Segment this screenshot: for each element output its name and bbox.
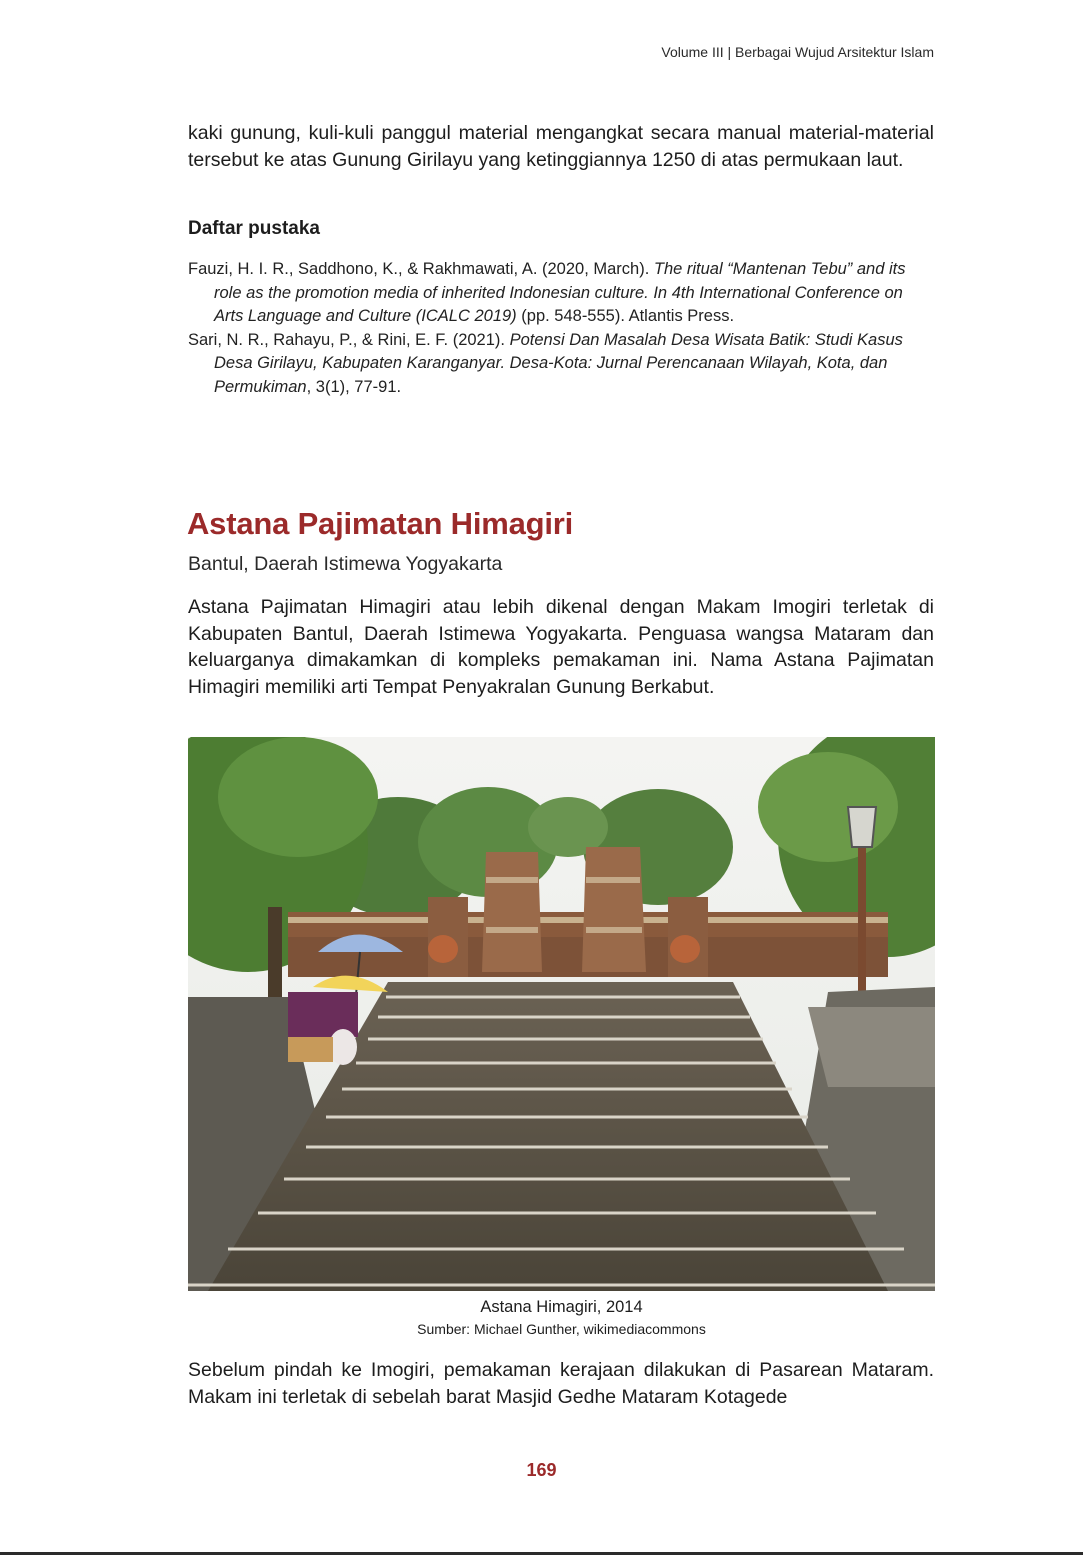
reference-title: The ritual “Mantenan Tebu” and its role as the promotion media of inherited Indonesian culture. In 4th International Conference on Arts Language and Culture (ICALC 2019): [214, 260, 906, 325]
running-header: Volume III | Berbagai Wujud Arsitektur Islam: [661, 44, 934, 60]
section-paragraph: Astana Pajimatan Himagiri atau lebih dikenal dengan Makam Imogiri terletak di Kabupaten Bantul, Daerah Istimewa Yogyakarta. Penguasa wangsa Mataram dan keluarganya dimakamkan di kompleks pemakaman ini. Nama Astana Pajimatan Himagiri memiliki arti Tempat Penyakralan Gunung Berkabut.: [188, 596, 934, 698]
reference-authors: Sari, N. R., Rahayu, P., & Rini, E. F. (2021).: [188, 330, 510, 349]
references-heading: Daftar pustaka: [188, 218, 320, 239]
intro-paragraph: kaki gunung, kuli-kuli panggul material mengangkat secara manual material-material tersebut ke atas Gunung Girilayu yang ketinggiannya 1250 di atas permukaan laut.: [188, 122, 934, 171]
references-list: [188, 258, 934, 399]
stairway-gate-illustration: [188, 737, 935, 1291]
figure-source: Sumber: Michael Gunther, wikimediacommons: [417, 1321, 706, 1337]
section-title: Astana Pajimatan Himagiri: [187, 506, 574, 541]
reference-publisher: , 3(1), 77-91.: [306, 377, 402, 396]
figure-caption: Astana Himagiri, 2014: [480, 1298, 643, 1316]
figure-photo: [188, 737, 935, 1291]
page-number: 169: [526, 1460, 557, 1480]
reference-item: [188, 329, 934, 400]
section-location: Bantul, Daerah Istimewa Yogyakarta: [188, 553, 503, 575]
bottom-rule: [0, 1552, 1083, 1555]
closing-paragraph: Sebelum pindah ke Imogiri, pemakaman kerajaan dilakukan di Pasarean Mataram. Makam ini terletak di sebelah barat Masjid Gedhe Mataram Kotagede: [188, 1359, 934, 1408]
reference-item: [188, 258, 934, 329]
reference-authors: Fauzi, H. I. R., Saddhono, K., & Rakhmawati, A. (2020, March).: [188, 260, 654, 278]
reference-publisher: (pp. 548-555). Atlantis Press.: [516, 307, 735, 325]
reference-title: Potensi Dan Masalah Desa Wisata Batik: Studi Kasus Desa Girilayu, Kabupaten Karanganyar. Desa-Kota: Jurnal Perencanaan Wilayah, Kota, dan Permukiman: [214, 330, 903, 396]
